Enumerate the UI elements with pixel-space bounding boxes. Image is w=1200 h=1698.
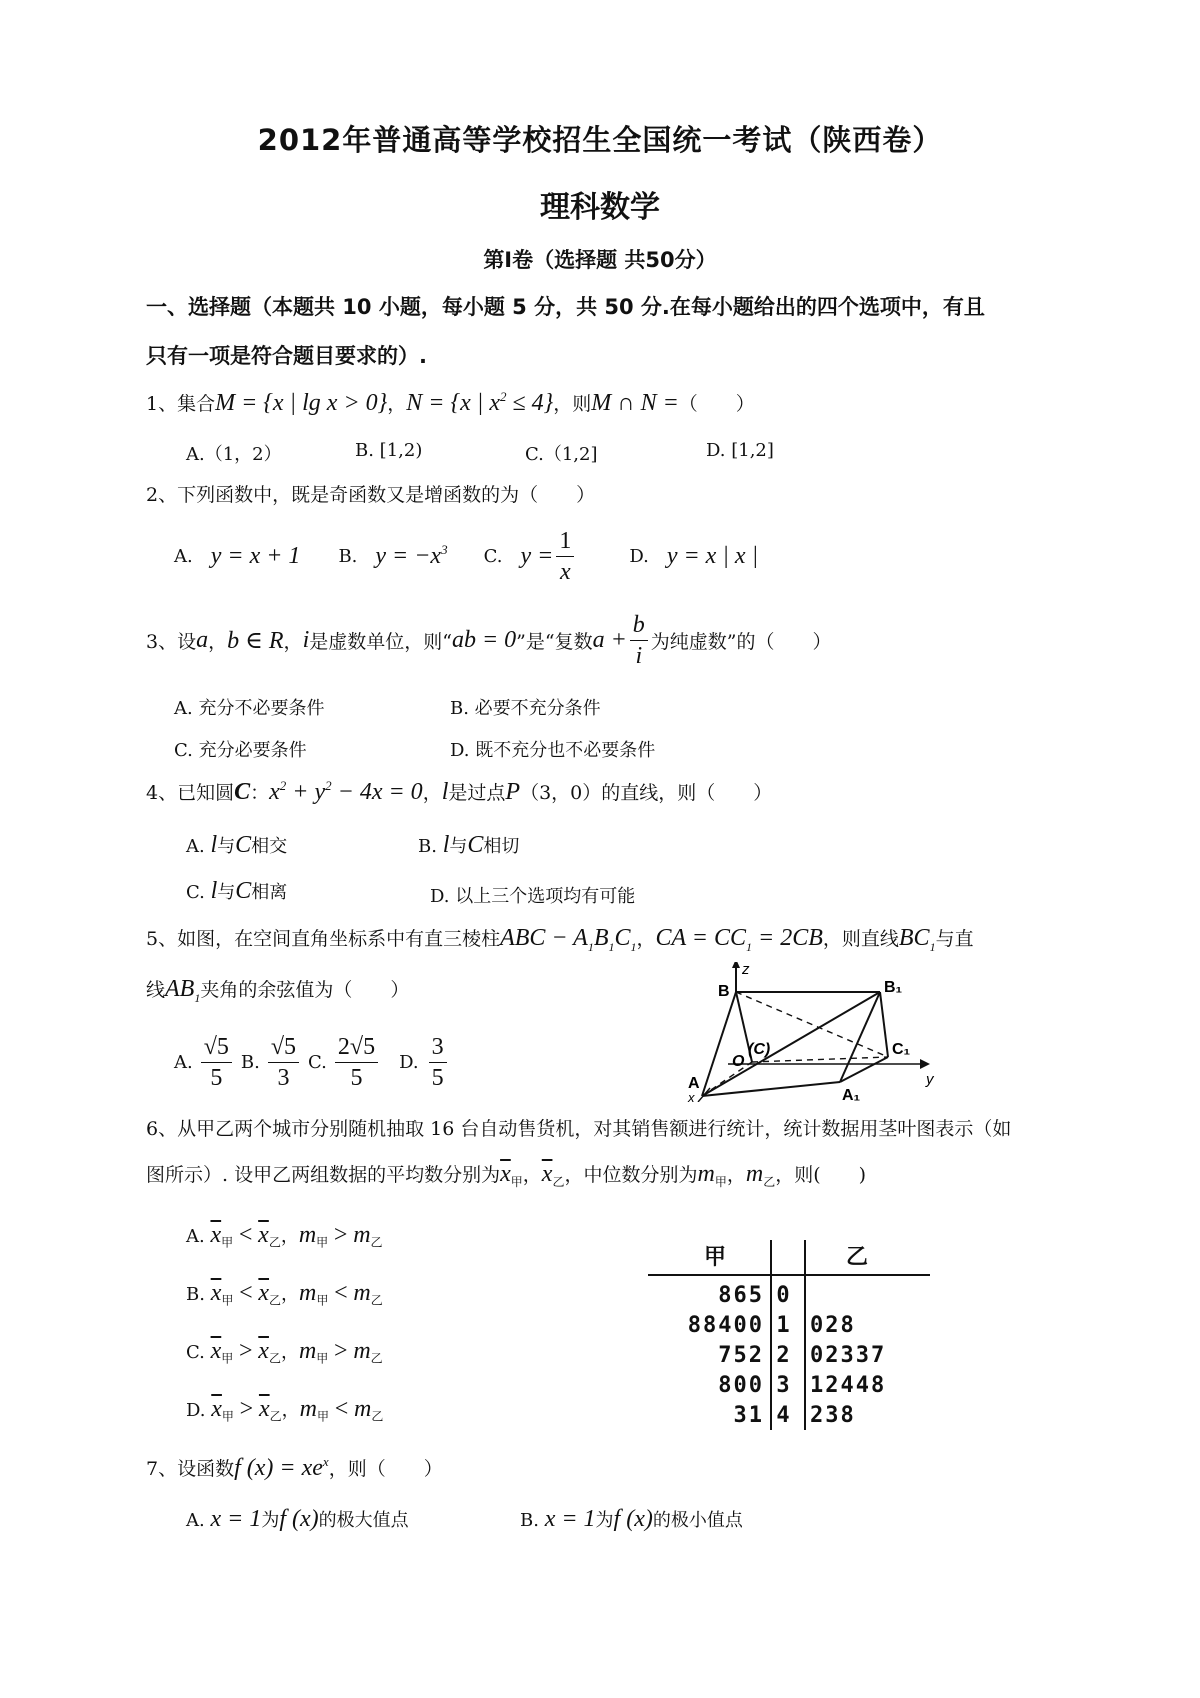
q5-option-a-frac (201, 1032, 232, 1093)
q6-d-rel1: > (239, 1396, 254, 1422)
q7-sup: x (322, 1454, 329, 1469)
question-5-line1 (146, 924, 974, 955)
q6-line2c: ，则( ) (775, 1164, 867, 1186)
q7-function (234, 1455, 329, 1481)
q4-b-label: B. (418, 836, 437, 857)
q2-option-c-lhs: y = (520, 542, 554, 569)
q7-b-expr: x = 1 (544, 1506, 596, 1532)
q7-f: f (x) = xe (234, 1455, 323, 1481)
q4-c-text: 与 (217, 882, 236, 903)
q5-prism-a: ABC − A (500, 925, 588, 951)
q6-c-sub4: 乙 (370, 1351, 383, 1366)
q1-set-n (406, 390, 553, 416)
q3-option-c: C. 充分必要条件 (174, 740, 307, 761)
label-a1: A₁ (842, 1087, 861, 1102)
q2-option-b-label: B. (338, 545, 358, 567)
q1-option-a: A.（1，2） (186, 444, 282, 465)
q4-c-label: C. (186, 882, 205, 903)
q1-comma: ， (387, 393, 407, 415)
q4-point-p: P (505, 779, 521, 805)
q6-b-label: B. (186, 1284, 205, 1305)
q6-option-a (186, 1222, 383, 1251)
q7-a-tail: 的极大值点 (318, 1510, 409, 1531)
q1-option-c: C.（1,2] (525, 444, 598, 465)
q4-tail1: 是过点 (448, 782, 506, 804)
q6-a-sub3: 甲 (316, 1235, 329, 1250)
q6-b-sub3: 甲 (316, 1293, 329, 1308)
q2-option-d-expr: y = x | x | (666, 542, 759, 569)
q4-option-d: D. 以上三个选项均有可能 (430, 886, 636, 907)
q1-number: 1、集合 (146, 393, 216, 415)
q2-option-c-fraction (556, 526, 574, 587)
q5-s4: 1 (746, 939, 752, 954)
question-7 (146, 1454, 443, 1482)
y-arrow-icon (920, 1059, 930, 1069)
q5-c-den: 5 (350, 1064, 363, 1091)
q3-number: 3、设 (146, 630, 197, 653)
q6-b-rel2: < (334, 1280, 348, 1306)
exam-title: 2012年普通高等学校招生全国统一考试（陕西卷） (257, 123, 943, 157)
label-b: B (718, 983, 730, 1000)
q3-frac-num: b (630, 610, 648, 641)
row1-stem: 1 (776, 1312, 792, 1338)
stem-leaf-row (648, 1340, 938, 1370)
q4-a-l: l (210, 832, 218, 858)
q2-option-b-sup: 3 (441, 542, 448, 557)
q4-c-c: C (235, 878, 252, 904)
stem-leaf-row (648, 1370, 938, 1400)
q3-mid2: ”是“复数 (516, 630, 593, 653)
q5-eq: CA = CC (655, 925, 746, 951)
q7-b-mid: 为 (595, 1510, 614, 1531)
row1-left: 88400 (687, 1312, 764, 1338)
q5-eq2: = 2CB (752, 925, 823, 951)
q4-b-text: 与 (449, 836, 468, 857)
q7-option-b (520, 1506, 743, 1533)
q1-set-n-sup: 2 (499, 389, 507, 404)
q6-mean-yi-sub: 乙 (552, 1174, 565, 1189)
q4-a-label: A. (186, 836, 205, 857)
q5-ab: AB (165, 976, 195, 1002)
stem-leaf-plot (648, 1240, 938, 1430)
q6-c-x1: $\overline{x}$ (210, 1338, 222, 1364)
q6-a-sub4: 乙 (370, 1235, 383, 1250)
q4-b-l: l (442, 832, 450, 858)
q2-options (174, 526, 758, 586)
q6-d-comma: ， (281, 1400, 300, 1421)
stem-leaf-head-yi: 乙 (846, 1245, 869, 1270)
q4-c-l: l (210, 878, 218, 904)
q6-c-label: C. (186, 1342, 205, 1363)
section-heading-line2: 只有一项是符合题目要求的）. (146, 344, 427, 368)
q4-a-tail: 相交 (251, 836, 288, 857)
q2-option-a-label: A. (174, 545, 193, 567)
q3-i: i (302, 626, 310, 653)
q2-option-a-expr: y = x + 1 (210, 542, 301, 569)
q3-tail: 为纯虚数”的（ ） (650, 630, 832, 653)
q6-a-m2: m (353, 1222, 371, 1248)
q6-d-rel2: < (334, 1396, 349, 1422)
q3-option-a: A. 充分不必要条件 (174, 698, 325, 719)
q1-intersection: M ∩ N = (591, 390, 679, 416)
q6-line2b: ，中位数分别为 (564, 1164, 698, 1186)
q5-option-d-label: D. (399, 1051, 419, 1073)
q4-eq-a: x (269, 779, 280, 805)
q3-fraction (630, 610, 648, 671)
q5-d-num: 3 (429, 1032, 447, 1063)
q5-c-num: 2√5 (335, 1032, 378, 1063)
row2-right: 02337 (810, 1342, 887, 1368)
q4-eq-b: + y (286, 779, 326, 805)
q7-number: 7、设函数 (146, 1458, 235, 1480)
question-4 (146, 778, 772, 806)
row4-stem: 4 (776, 1402, 792, 1428)
q5-s6: 1 (194, 990, 201, 1005)
row3-left: 800 (718, 1372, 764, 1398)
q5-option-d-frac (429, 1032, 447, 1093)
stem-leaf-header-rule (648, 1274, 930, 1276)
q6-d-sub2: 乙 (269, 1409, 282, 1424)
q6-median-jia: m (697, 1161, 715, 1187)
q6-a-sub1: 甲 (221, 1235, 234, 1250)
q6-b-sub2: 乙 (269, 1293, 282, 1308)
q5-number: 5、如图，在空间直角坐标系中有直三棱柱 (146, 928, 501, 950)
q6-option-b (186, 1280, 383, 1309)
q6-b-m2: m (353, 1280, 371, 1306)
q4-b-c: C (467, 832, 484, 858)
q5-bc1 (898, 925, 936, 954)
q5-s3: 1 (630, 939, 637, 954)
q6-c-comma: ， (280, 1342, 299, 1363)
q1-paren: （ ） (678, 393, 755, 415)
q6-d-m2: m (353, 1396, 372, 1422)
q4-circle-c: C (234, 779, 251, 805)
q6-b-x2: $\overline{x}$ (258, 1280, 270, 1306)
q5-options (174, 1022, 450, 1102)
q5-equality (655, 925, 823, 954)
q6-option-d (186, 1396, 383, 1425)
row2-left: 752 (718, 1342, 764, 1368)
q5-comma: ， (636, 928, 656, 950)
q5-prism-b: B (593, 925, 609, 951)
q4-option-a (186, 832, 287, 859)
question-6-line1: 6、从甲乙两个城市分别随机抽取 16 台自动售货机，对其销售额进行统计，统计数据用茎叶图表示（如 (146, 1118, 1012, 1140)
q4-b-tail: 相切 (483, 836, 520, 857)
q5-bc: BC (898, 925, 930, 951)
q6-b-sub1: 甲 (221, 1293, 234, 1308)
q5-b-num: √5 (268, 1032, 299, 1063)
q7-option-a (186, 1506, 409, 1533)
q6-d-sub3: 甲 (316, 1409, 329, 1424)
row0-left: 865 (718, 1282, 764, 1308)
q4-line-l: l (441, 779, 449, 805)
q6-b-comma: ， (281, 1284, 300, 1305)
row2-stem: 2 (776, 1342, 792, 1368)
edge-b1-c1 (880, 992, 888, 1057)
q6-median-yi-sub: 乙 (763, 1174, 776, 1189)
q7-a-label: A. (186, 1510, 205, 1531)
q3-a: a (196, 626, 209, 653)
q6-b-m1: m (299, 1280, 317, 1306)
question-2: 2、下列函数中，既是奇函数又是增函数的为（ ） (146, 484, 596, 506)
q7-a-expr: x = 1 (210, 1506, 262, 1532)
edge-c-c1 (752, 1057, 888, 1062)
q4-sup1: 2 (279, 778, 287, 793)
q7-a-mid: 为 (261, 1510, 280, 1531)
q6-a-sub2: 乙 (268, 1235, 281, 1250)
z-arrow-icon (732, 962, 740, 968)
q6-c-x2: $\overline{x}$ (258, 1338, 269, 1364)
q5-tail: 与直 (935, 928, 974, 950)
q4-sup2: 2 (325, 778, 332, 793)
q6-c-rel2: > (334, 1338, 348, 1364)
q6-a-rel1: < (238, 1222, 253, 1248)
q6-d-x1: $\overline{x}$ (211, 1396, 222, 1422)
q6-c-m2: m (353, 1338, 371, 1364)
stem-leaf-head-jia: 甲 (704, 1245, 727, 1270)
q6-d-sub1: 甲 (221, 1409, 234, 1424)
q5-s2: 1 (608, 939, 615, 954)
q5-option-c-frac (335, 1032, 378, 1093)
q1-option-d: D. [1,2] (706, 440, 774, 461)
q6-sep: ， (522, 1164, 542, 1186)
q6-d-label: D. (186, 1400, 206, 1421)
q4-equation (269, 779, 423, 805)
q6-median-jia-sub: 甲 (714, 1174, 727, 1189)
q5-option-b-label: B. (240, 1051, 260, 1073)
edge-b1-a1 (840, 992, 880, 1082)
q5-line2b: 夹角的余弦值为（ ） (200, 979, 410, 1001)
row0-stem: 0 (776, 1282, 792, 1308)
q7-paren: ，则（ ） (328, 1458, 443, 1480)
q6-d-x2: $\overline{x}$ (258, 1396, 270, 1422)
q3-sep: ， (208, 630, 228, 653)
q5-s5: 1 (929, 939, 936, 954)
q4-eq-c: − 4x = 0 (331, 779, 423, 805)
q3-a-plus: a + (592, 626, 627, 653)
label-z: z (742, 962, 750, 978)
q6-c-sub3: 甲 (316, 1351, 329, 1366)
q4-tail2: （3，0）的直线，则（ ） (520, 782, 773, 804)
q3-condition: ab = 0 (451, 626, 517, 653)
q6-line2a: 图所示）. 设甲乙两组数据的平均数分别为 (146, 1164, 501, 1186)
q7-b-label: B. (520, 1510, 539, 1531)
stem-leaf-row (648, 1400, 938, 1430)
row3-right: 12448 (810, 1372, 887, 1398)
stem-leaf-rows (648, 1280, 938, 1430)
stem-leaf-row (648, 1280, 938, 1310)
q1-set-n-post: ≤ 4} (506, 390, 554, 416)
q6-a-m1: m (298, 1222, 317, 1248)
q3-sep2: ， (283, 630, 303, 653)
label-c1: C₁ (892, 1041, 911, 1058)
q5-line2a: 线 (146, 979, 166, 1001)
q5-a-den: 5 (210, 1064, 223, 1091)
q2-option-b-expr: y = −x (375, 543, 442, 569)
prism-figure (680, 962, 940, 1102)
q5-ab1 (165, 976, 201, 1005)
q6-c-sub1: 甲 (221, 1351, 234, 1366)
q5-d-den: 5 (431, 1064, 444, 1091)
q5-option-c-label: C. (308, 1051, 327, 1073)
q3-option-d: D. 既不充分也不必要条件 (450, 740, 656, 761)
q4-a-text: 与 (217, 836, 236, 857)
q6-mean-yi: $\overline{x}$ (541, 1161, 553, 1187)
label-a: A (688, 1075, 700, 1092)
label-x: x (688, 1090, 695, 1102)
q3-mid: 是虚数单位，则“ (309, 630, 452, 653)
q6-b-rel1: < (239, 1280, 253, 1306)
q6-a-comma: ， (280, 1226, 299, 1247)
q6-a-x2: $\overline{x}$ (258, 1222, 269, 1248)
q4-c-tail: 相离 (251, 882, 288, 903)
q1-option-b: B. [1,2) (355, 440, 423, 461)
label-c: (C) (748, 1041, 771, 1058)
q6-median-yi: m (745, 1161, 764, 1187)
q6-d-sub4: 乙 (371, 1409, 384, 1424)
row4-left: 31 (733, 1402, 764, 1428)
question-1 (146, 389, 755, 417)
q5-s1: 1 (587, 939, 594, 954)
question-5-line2 (146, 975, 409, 1006)
q6-c-m1: m (298, 1338, 317, 1364)
q5-a-num: √5 (201, 1032, 232, 1063)
q6-mean-jia: $\overline{x}$ (500, 1161, 511, 1187)
q6-d-m1: m (299, 1396, 317, 1422)
row4-right: 238 (810, 1402, 856, 1428)
label-b1: B₁ (884, 979, 903, 996)
q4-option-b (418, 832, 519, 859)
section-heading-line1: 一、选择题（本题共 10 小题，每小题 5 分，共 50 分.在每小题给出的四个选项中，有且 (146, 295, 985, 319)
q2-option-c-label: C. (483, 545, 503, 567)
q1-set-n-pre: N = {x | x (406, 390, 500, 416)
q4-mid: ， (422, 782, 442, 804)
q5-prism-c: C (614, 925, 631, 951)
q6-mean-jia-sub: 甲 (510, 1174, 523, 1189)
q4-option-c (186, 878, 287, 905)
q1-then: ，则 (553, 393, 592, 415)
q4-number: 4、已知圆 (146, 782, 235, 804)
edge-a1-c1 (840, 1057, 888, 1082)
q6-b-x1: $\overline{x}$ (210, 1280, 222, 1306)
q3-b-in-r: b ∈ R (227, 627, 284, 654)
stem-leaf-row (648, 1310, 938, 1340)
q6-c-rel1: > (239, 1338, 253, 1364)
q7-a-f: f (x) (279, 1506, 319, 1532)
q5-then: ，则直线 (822, 928, 899, 950)
q6-a-x1: $\overline{x}$ (210, 1222, 222, 1248)
q3-frac-den: i (635, 642, 643, 669)
label-y: y (926, 1071, 934, 1088)
question-3 (146, 610, 832, 670)
edge-b-a (702, 992, 736, 1096)
q2-option-d-label: D. (629, 545, 649, 567)
q4-a-c: C (235, 832, 252, 858)
q2-option-c-den: x (559, 558, 571, 585)
q6-sep2: ， (726, 1164, 746, 1186)
q5-prism (500, 925, 637, 954)
q6-a-rel2: > (333, 1222, 348, 1248)
label-o: O (732, 1053, 745, 1070)
q7-b-f: f (x) (613, 1506, 653, 1532)
q6-a-label: A. (186, 1226, 205, 1247)
q5-b-den: 3 (277, 1064, 290, 1091)
question-6-line2 (146, 1160, 866, 1190)
q7-b-tail: 的极小值点 (652, 1510, 743, 1531)
row3-stem: 3 (776, 1372, 792, 1398)
q3-option-b: B. 必要不充分条件 (450, 698, 601, 719)
q6-c-sub2: 乙 (268, 1351, 281, 1366)
q5-option-b-frac (268, 1032, 299, 1093)
q4-colon: ： (250, 782, 270, 804)
row1-right: 028 (810, 1312, 856, 1338)
q5-option-a-label: A. (174, 1051, 193, 1073)
q6-option-c (186, 1338, 383, 1367)
part-title: 第Ⅰ卷（选择题 共50分） (483, 248, 717, 272)
line-ab1 (702, 992, 880, 1096)
q6-b-sub4: 乙 (370, 1293, 383, 1308)
q2-option-c-num: 1 (556, 526, 574, 557)
q1-set-m: M = {x | lg x > 0} (215, 390, 388, 416)
subject-title: 理科数学 (540, 190, 660, 225)
